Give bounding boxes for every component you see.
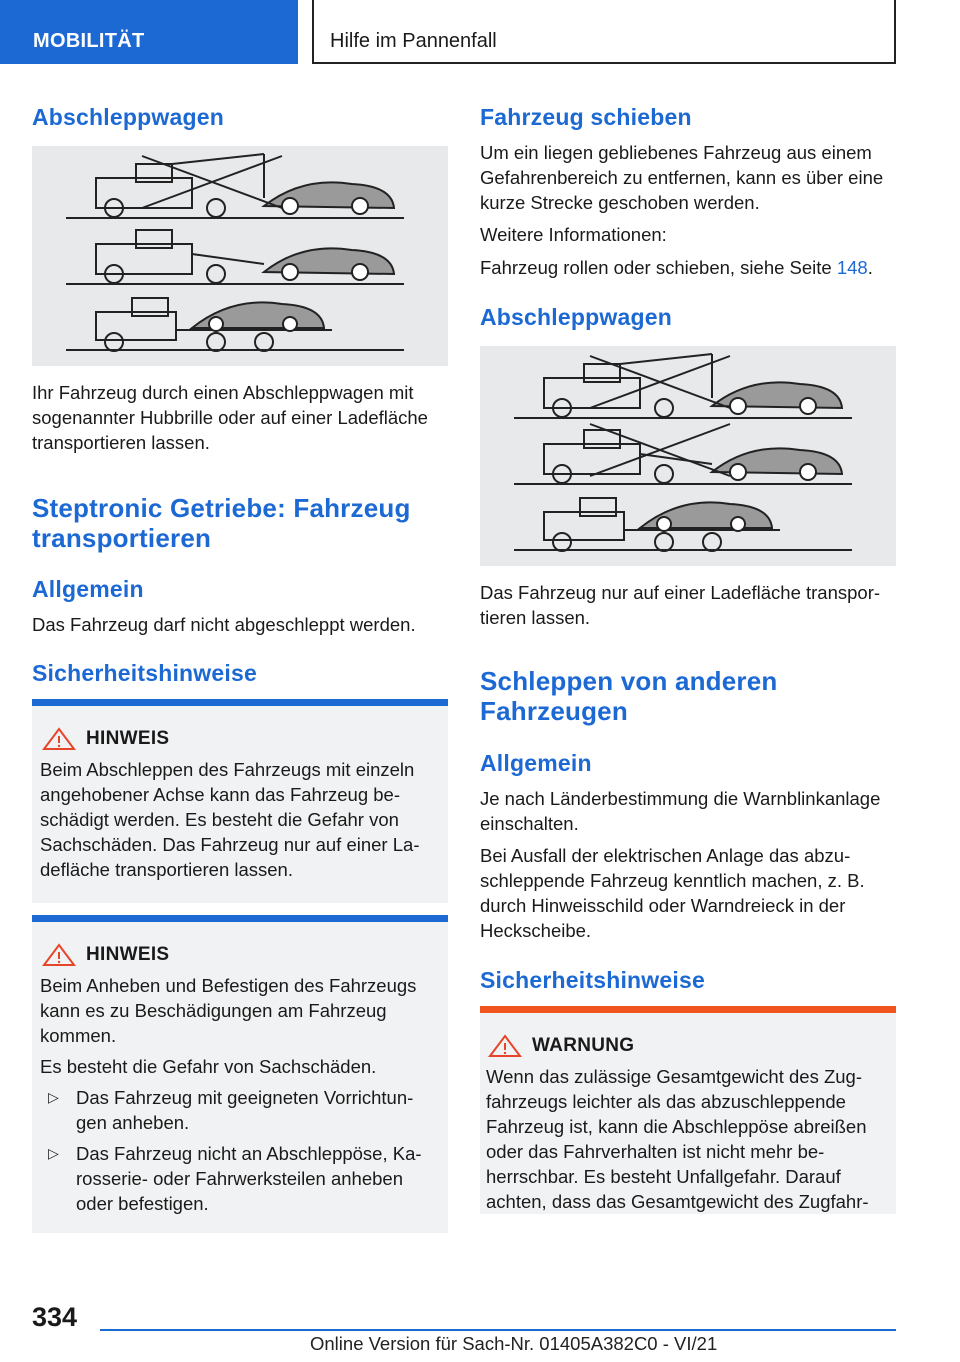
rollen-suffix: . [867,257,873,278]
note-accent-bar [32,915,448,922]
tow-truck-drawing [32,146,448,366]
warning-title: WARNUNG [532,1035,635,1056]
heading-abschleppwagen-right: Abschleppwagen [480,304,672,330]
warning-box [480,1006,896,1214]
list-item [40,1085,434,1135]
footer-version-text: Online Version für Sach-Nr. 01405A382C0 - VI/21 [310,1333,718,1354]
note-title: HINWEIS [86,728,170,749]
warning-triangle-icon [42,727,76,751]
tow-truck-illustration-1 [32,146,448,366]
triangle-bullet-icon: ▷ [48,1089,59,1105]
page-number: 334 [32,1302,78,1332]
page-header-title: Hilfe im Pannenfall [312,0,896,64]
heading-steptronic: Steptronic Getriebe: Fahrzeug transportieren [32,493,411,553]
paragraph-ladeflaeche: Das Fahrzeug nur auf einer Ladefläche transportieren lassen. [480,582,881,628]
note-box-2 [32,915,448,1233]
note-text: Es besteht die Gefahr von Sachschäden. [40,1056,377,1077]
warning-accent-bar [480,1006,896,1013]
paragraph-schieben: Um ein liegen gebliebenes Fahrzeug aus einem Gefahrenbereich zu entfernen, kann es über eine kurze Strecke geschoben werden. [480,142,884,213]
note-list [40,1085,434,1216]
heading-sicherheitshinweise-left: Sicherheitshinweise [32,660,257,686]
paragraph-allgemein-left: Das Fahrzeug darf nicht abgeschleppt werden. [32,614,416,635]
paragraph-abschleppwagen: Ihr Fahrzeug durch einen Abschleppwagen mit sogenannter Hubbrille oder auf einer Ladefläche transportieren lassen. [32,382,428,453]
heading-schleppen: Schleppen von anderen Fahrzeugen [480,666,778,726]
heading-fahrzeug-schieben: Fahrzeug schieben [480,104,692,130]
list-item-text: Das Fahrzeug mit geeigneten Vorrichtungen anheben. [76,1087,414,1133]
tow-truck-drawing [480,346,896,566]
paragraph-laender: Je nach Länderbestimmung die Warnblinkanlage einschalten. [480,788,881,834]
warning-text: Wenn das zulässige Gesamtgewicht des Zugfahrzeugs leichter als das abzuschleppende Fahrzeug ist, kann die Abschleppöse abreißen oder das Fahrverhalten ist nicht mehr beherrschbar. Es besteht Unfallgefahr. Darauf achten, dass das Gesamtgewicht des Zugfahr- [486,1066,869,1212]
note-text: Beim Anheben und Befestigen des Fahrzeugs kann es zu Beschädigungen am Fahrzeug kommen. [40,975,417,1046]
heading-abschleppwagen: Abschleppwagen [32,104,224,130]
note-box-1 [32,699,448,903]
note-text: Beim Abschleppen des Fahrzeugs mit einzeln angehobener Achse kann das Fahrzeug beschädigt werden. Es besteht die Gefahr von Sachschäden. Das Fahrzeug nur auf einer Ladefläche transportieren lassen. [40,759,420,880]
heading-allgemein-left: Allgemein [32,576,144,602]
triangle-bullet-icon: ▷ [48,1145,59,1161]
list-item [40,1141,434,1216]
section-tab[interactable]: MOBILITÄT [0,0,298,64]
heading-sicherheitshinweise-right: Sicherheitshinweise [480,967,705,993]
page-link-148[interactable]: 148 [836,257,868,278]
heading-allgemein-right: Allgemein [480,750,592,776]
rollen-text: Fahrzeug rollen oder schieben, siehe Seite [480,257,837,278]
footer-divider [100,1329,896,1331]
paragraph-ausfall: Bei Ausfall der elektrischen Anlage das abzuschleppende Fahrzeug kenntlich machen, z. B. durch Hinweisschild oder Warndreieck in der Heckscheibe. [480,845,865,941]
tow-truck-illustration-2 [480,346,896,566]
note-title: HINWEIS [86,944,170,965]
warning-triangle-icon [42,943,76,967]
note-accent-bar [32,699,448,706]
list-item-text: Das Fahrzeug nicht an Abschleppöse, Karosserie- oder Fahrwerksteilen anheben oder befestigen. [76,1143,422,1214]
paragraph-weitere: Weitere Informationen: [480,224,667,245]
paragraph-rollen [480,255,896,280]
warning-triangle-icon [488,1034,522,1058]
